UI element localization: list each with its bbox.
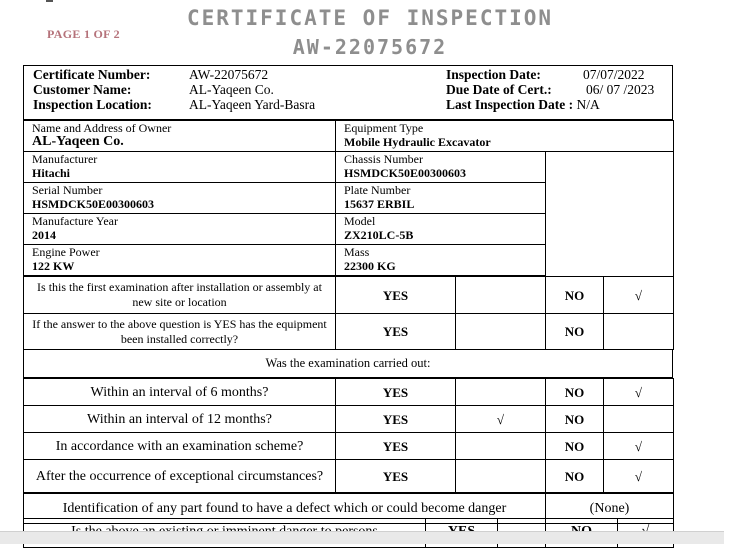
model-cell: Model ZX210LC-5B (336, 214, 546, 245)
serial-number-cell: Serial Number HSMDCK50E00300603 (24, 183, 336, 214)
inspection-location-value: AL-Yaqeen Yard-Basra (189, 97, 316, 112)
equipment-type-cell: Equipment Type Mobile Hydraulic Excavator (336, 121, 674, 152)
owner-cell: Name and Address of Owner AL-Yaqeen Co. (24, 121, 336, 152)
inspection-date-value: 07/07/2022 (583, 67, 645, 82)
customer-name-row: Customer Name: AL-Yaqeen Co. (33, 82, 274, 97)
engine-power-cell: Engine Power 122 KW (24, 245, 336, 276)
partial-danger-row (23, 518, 673, 531)
certificate-document (23, 65, 673, 524)
last-inspection-value: N/A (576, 97, 600, 112)
question-row: Is this the first examination after installation or assembly at new site or location YES NO √ (24, 277, 674, 314)
due-date-row: Due Date of Cert.: 06/ 07 /2023 (446, 82, 655, 97)
examination-table (23, 378, 674, 493)
defect-question: Identification of any part found to have a defect which or could become danger (24, 494, 546, 524)
chassis-number-cell: Chassis Number HSMDCK50E00300603 (336, 152, 546, 183)
certificate-number-value: AW-22075672 (189, 67, 269, 82)
page-edge-mark (46, 0, 53, 2)
inspection-location-row: Inspection Location: AL-Yaqeen Yard-Basra (33, 97, 316, 112)
examination-row: After the occurrence of exceptional circumstances? YES NO √ (24, 460, 674, 493)
last-inspection-row: Last Inspection Date : N/A (446, 97, 600, 112)
defect-value: (None) (546, 494, 674, 524)
equipment-table (23, 120, 674, 276)
certificate-id-title: AW-22075672 (292, 35, 448, 59)
certificate-title: CERTIFICATE OF INSPECTION (186, 6, 554, 30)
empty-spec-cell (546, 152, 674, 276)
mass-cell: Mass 22300 KG (336, 245, 546, 276)
plate-number-cell: Plate Number 15637 ERBIL (336, 183, 546, 214)
question-row: If the answer to the above question is YES has the equipment been installed correctly? YES NO (24, 314, 674, 350)
certificate-number-row: Certificate Number: AW-22075672 (33, 67, 269, 82)
inspection-date-row: Inspection Date: 07/07/2022 (446, 67, 645, 82)
manufacture-year-cell: Manufacture Year 2014 (24, 214, 336, 245)
installation-questions-table (23, 276, 674, 350)
examination-row: Within an interval of 6 months? YES NO √ (24, 379, 674, 406)
header-block (23, 65, 673, 120)
page-number: PAGE 1 OF 2 (47, 27, 120, 41)
examination-row: In accordance with an examination scheme? YES NO √ (24, 433, 674, 460)
customer-name-value: AL-Yaqeen Co. (189, 82, 274, 97)
examination-section-heading: Was the examination carried out: (23, 350, 673, 378)
manufacturer-cell: Manufacturer Hitachi (24, 152, 336, 183)
examination-row: Within an interval of 12 months? YES √ NO (24, 406, 674, 433)
horizontal-scrollbar[interactable] (0, 531, 724, 544)
due-date-value: 06/ 07 /2023 (586, 82, 655, 97)
